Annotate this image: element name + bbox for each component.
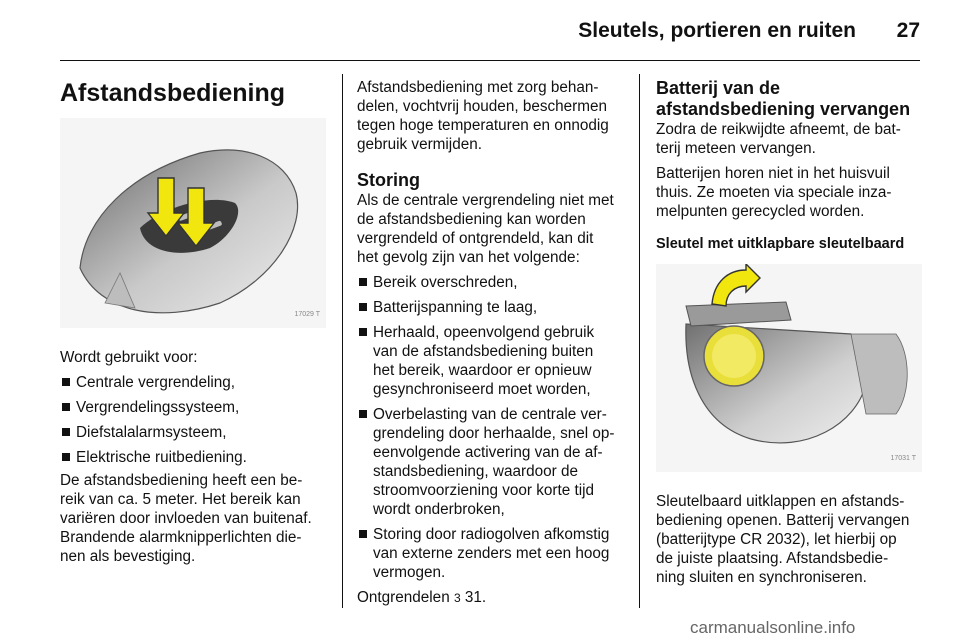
remote-key-figure [60,118,326,328]
section-title-remote: Afstandsbediening [60,79,286,107]
list-item: Vergrendelingssysteem, [60,398,330,417]
care-paragraph: Afstandsbediening met zorg behan- delen, vochtvrij houden, beschermen tegen hoge temperaturen en onnodig gebruik vermijden. [357,79,609,153]
header-title: Sleutels, portieren en ruiten [578,19,856,42]
list-item: Batterijspanning te laag, [357,298,625,317]
list-item: Overbelasting van de centrale ver- grendeling door herhaalde, snel op- eenvolgende activering van de af- standsbediening, waardoor de stroomvoorziening voor korte tijd wordt onderbroken, [357,405,625,519]
page-header [0,0,960,58]
sub-heading-foldout-key: Sleutel met uitklapbare sleutelbaard [656,236,905,252]
usage-intro: Wordt gebruikt voor: [60,349,198,366]
section-title-battery: Batterij van de afstandsbediening vervangen [656,78,911,119]
storing-paragraph: Als de centrale vergrendeling niet met de afstandsbediening kan worden vergrendeld of ontgrendeld, kan dit het gevolg zijn van het volgende: [357,192,614,266]
battery-figure [656,264,922,472]
figure-code: 17029 T [294,311,320,318]
watermark: carmanualsonline.info [690,618,856,637]
usage-list [60,373,330,467]
replace-paragraph: Sleutelbaard uitklappen en afstands- bediening openen. Batterij vervangen (batterijtype CR 2032), let hierbij op de juiste plaatsing. Afstandsbedie- ning sluiten en synchroniseren. [656,493,910,586]
right-column [656,70,922,587]
recycle-paragraph: Batterijen horen niet in het huisvuil thuis. Ze moeten via speciale inza- melpunten gerecycled worden. [656,165,892,220]
middle-column [357,70,625,608]
unlock-reference-link[interactable]: 31. [464,589,487,606]
range-paragraph: De afstandsbediening heeft een be- reik van ca. 5 meter. Het bereik kan variëren door invloeden van buitenaf. Brandende alarmknipperlichten die- nen als bevestiging. [60,472,312,565]
list-item: Centrale vergrendeling, [60,373,330,392]
left-column [60,70,330,566]
fault-list [357,273,625,582]
unlock-reference-text: Ontgrendelen [357,589,450,606]
list-item: Storing door radiogolven afkomstig van externe zenders met een hoog vermogen. [357,525,625,582]
battery-face [712,334,756,378]
battery-intro: Zodra de reikwijdte afneemt, de bat- terij meteen vervangen. [656,121,901,157]
page-reference-icon: 3 [453,591,461,605]
header-rule [60,60,920,61]
battery-illustration [656,264,922,472]
remote-key-illustration [60,118,326,328]
list-item: Herhaald, opeenvolgend gebruik van de afstandsbediening buiten het bereik, waardoor er opnieuw gesynchroniseerd moet worden, [357,323,625,399]
list-item: Elektrische ruitbediening. [60,448,330,467]
column-divider-2 [639,74,640,608]
list-item: Diefstalalarmsysteem, [60,423,330,442]
figure-code: 17031 T [890,455,916,462]
section-title-storing: Storing [357,170,420,190]
column-divider-1 [342,74,343,608]
unlock-reference [357,588,625,608]
list-item: Bereik overschreden, [357,273,625,292]
page-number: 27 [896,19,920,42]
